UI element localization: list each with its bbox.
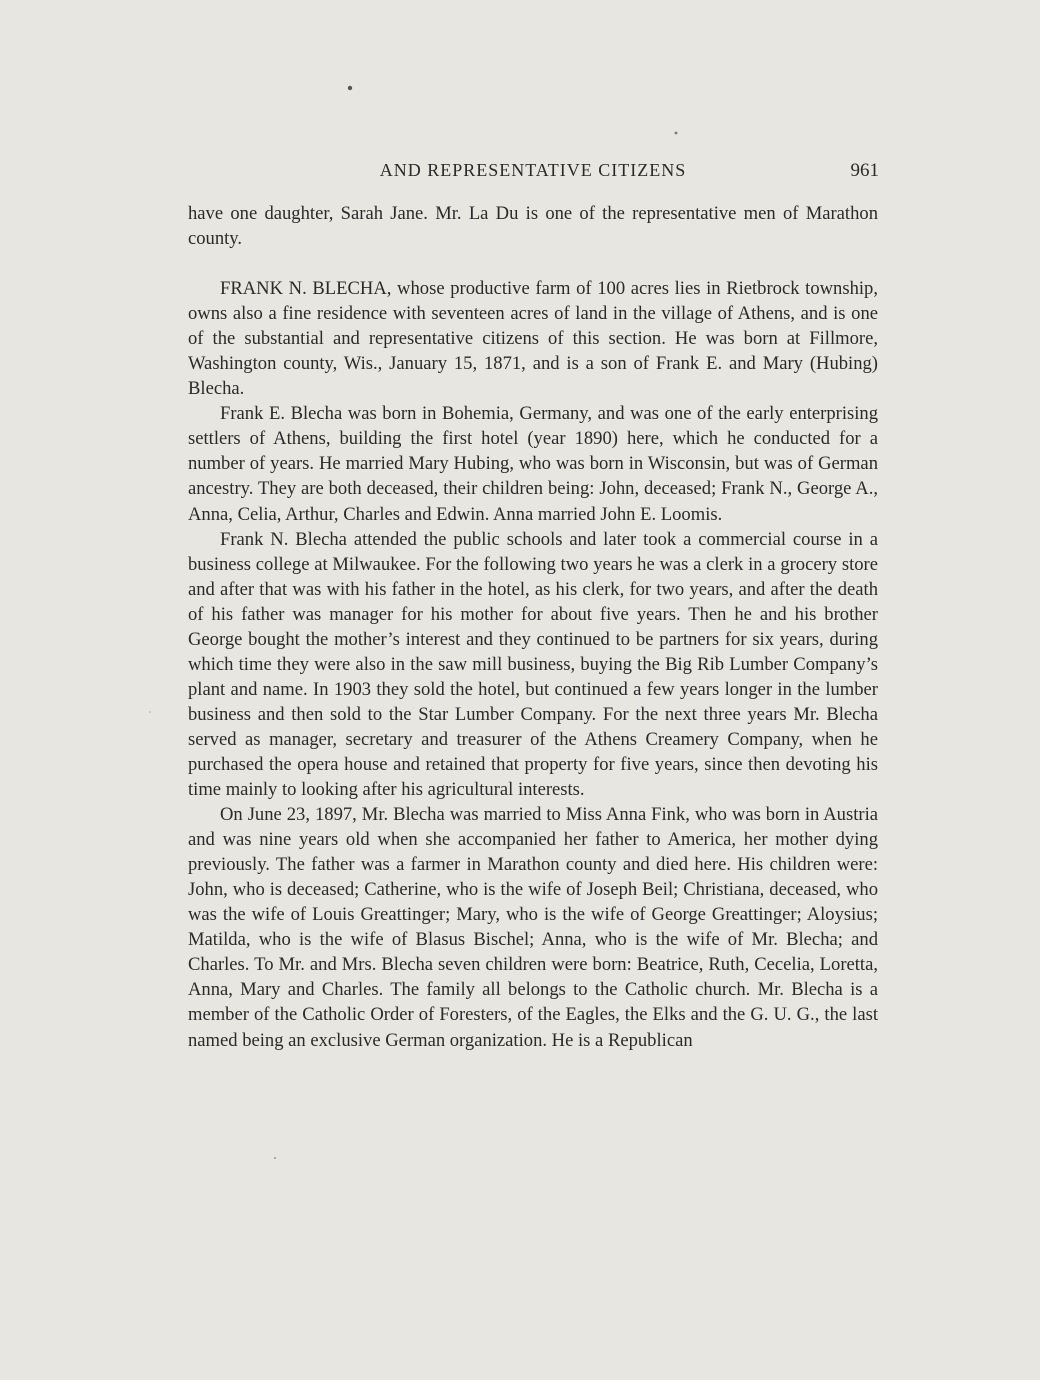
running-head: AND REPRESENTATIVE CITIZENS xyxy=(379,160,687,180)
paragraph-career: Frank N. Blecha attended the public schools and later took a commercial course in a business college at Milwaukee. For the following two years he was a clerk in a grocery store and after that was with his father in the hotel, as his clerk, for two years, and after the death of his father was manager for his mother for about five years. Then he and his brother George bought the mother’s interest and they continued to be partners for six years, during which time they were also in the saw mill business, buying the Big Rib Lumber Company’s plant and name. In 1903 they sold the hotel, but continued a few years longer in the lumber business and then sold to the Star Lumber Company. For the next three years Mr. Blecha served as manager, secretary and treasurer of the Athens Creamery Company, when he purchased the opera house and retained that property for five years, since then devoting his time mainly to looking after his agricultural interests. xyxy=(188,528,878,801)
paragraph-biography-intro: FRANK N. BLECHA, whose productive farm of 100 acres lies in Rietbrock township, owns also a fine residence with seventeen acres of land in the village of Athens, and is one of the substantial and representative citizens of this section. He was born at Fillmore, Washington county, Wis., January 15, 1871, and is a son of Frank E. and Mary (Hubing) Blecha. xyxy=(188,278,878,400)
section-break xyxy=(188,251,878,276)
paragraph-marriage: On June 23, 1897, Mr. Blecha was married to Miss Anna Fink, who was born in Austria and was nine years old when she accompanied her father to America, her mother dying previously. The father was a farmer in Marathon county and died here. His children were: John, who is deceased; Catherine, who is the wife of Joseph Beil; Christiana, deceased, who was the wife of Louis Greattinger; Mary, who is the wife of George Greattinger; Aloysius; Matilda, who is the wife of Blasus Bischel; Anna, who is the wife of Mr. Blecha; and Charles. To Mr. and Mrs. Blecha seven children were born: Beatrice, Ruth, Cecelia, Loretta, Anna, Mary and Charles. The family all belongs to the Catholic church. Mr. Blecha is a member of the Catholic Order of Foresters, of the Eagles, the Elks and the G. U. G., the last named being an exclusive German organization. He is a Republican xyxy=(188,804,878,1051)
page-header xyxy=(187,158,879,186)
paragraph-continuation: have one daughter, Sarah Jane. Mr. La Du is one of the representative men of Marathon county. xyxy=(188,203,878,250)
paragraph-parents: Frank E. Blecha was born in Bohemia, Germany, and was one of the early enterprising settlers of Athens, building the first hotel (year 1890) here, which he conducted for a number of years. He married Mary Hubing, who was born in Wisconsin, but was of German ancestry. They are both deceased, their children being: John, deceased; Frank N., George A., Anna, Celia, Arthur, Charles and Edwin. Anna married John E. Loomis. xyxy=(188,403,878,525)
page-number: 961 xyxy=(850,160,879,181)
body-text xyxy=(188,201,878,1053)
